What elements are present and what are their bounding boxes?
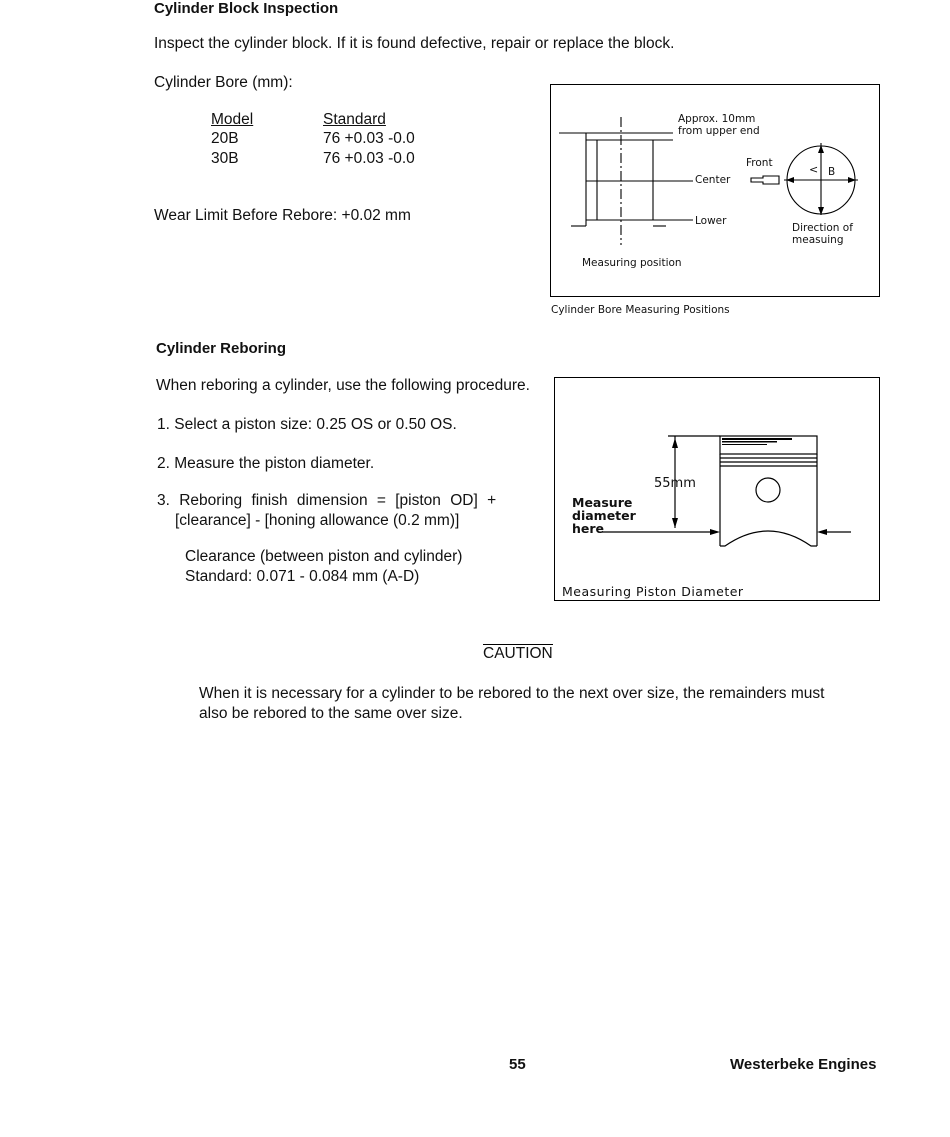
figure2-caption: Measuring Piston Diameter: [562, 584, 744, 599]
center-label: Center: [695, 174, 731, 186]
clearance-label: Clearance (between piston and cylinder): [185, 548, 463, 565]
clearance-value: Standard: 0.071 - 0.084 mm (A-D): [185, 568, 420, 585]
page-number: 55: [509, 1056, 526, 1073]
caution-text-line2: also be rebored to the same over size.: [199, 705, 463, 722]
table-cell-standard-20b: 76 +0.03 -0.0: [323, 130, 415, 147]
figure1-caption: Cylinder Bore Measuring Positions: [551, 304, 730, 316]
a-direction-label: <: [809, 163, 819, 176]
step-3-line2: [clearance] - [honing allowance (0.2 mm)]: [175, 512, 460, 529]
approx-label-line2: from upper end: [678, 125, 760, 137]
cylinder-bore-label: Cylinder Bore (mm):: [154, 74, 293, 91]
block-inspection-intro: Inspect the cylinder block. If it is found defective, repair or replace the block.: [154, 35, 675, 52]
approx-label-line1: Approx. 10mm: [678, 113, 756, 125]
direction-label-line2: measuing: [792, 234, 844, 246]
figure-piston-diameter: [554, 377, 880, 601]
table-cell-model-20b: 20B: [211, 130, 239, 147]
wear-limit: Wear Limit Before Rebore: +0.02 mm: [154, 207, 411, 224]
table-cell-standard-30b: 76 +0.03 -0.0: [323, 150, 415, 167]
reboring-intro: When reboring a cylinder, use the following procedure.: [156, 377, 530, 394]
step-3-line1: 3. Reboring finish dimension = [piston OD] +: [157, 492, 497, 509]
section-heading-block-inspection: Cylinder Block Inspection: [154, 0, 339, 17]
front-label: Front: [746, 157, 773, 169]
direction-label-line1: Direction of: [792, 222, 853, 234]
table-header-standard: Standard: [323, 111, 386, 128]
measure-label: [572, 496, 636, 535]
footer-brand: Westerbeke Engines: [730, 1056, 877, 1073]
step-1: 1. Select a piston size: 0.25 OS or 0.50 OS.: [157, 416, 457, 433]
lower-label: Lower: [695, 215, 727, 227]
caution-title: CAUTION: [483, 645, 553, 662]
measure-label-line2: diameter: [572, 508, 636, 523]
measuring-position-label: Measuring position: [582, 257, 682, 269]
table-cell-model-30b: 30B: [211, 150, 239, 167]
step-2: 2. Measure the piston diameter.: [157, 455, 375, 472]
dimension-55mm: 55mm: [654, 476, 696, 491]
measure-label-line3: here: [572, 521, 605, 536]
table-header-model: Model: [211, 111, 254, 128]
section-heading-cylinder-reboring: Cylinder Reboring: [156, 340, 287, 357]
figure-bore-measuring: [550, 84, 880, 297]
caution-text-line1: When it is necessary for a cylinder to be rebored to the next over size, the remainders must: [199, 685, 825, 702]
measure-label-line1: Measure: [572, 495, 633, 510]
piston-diagram: [555, 378, 879, 600]
b-direction-label: B: [828, 166, 836, 178]
